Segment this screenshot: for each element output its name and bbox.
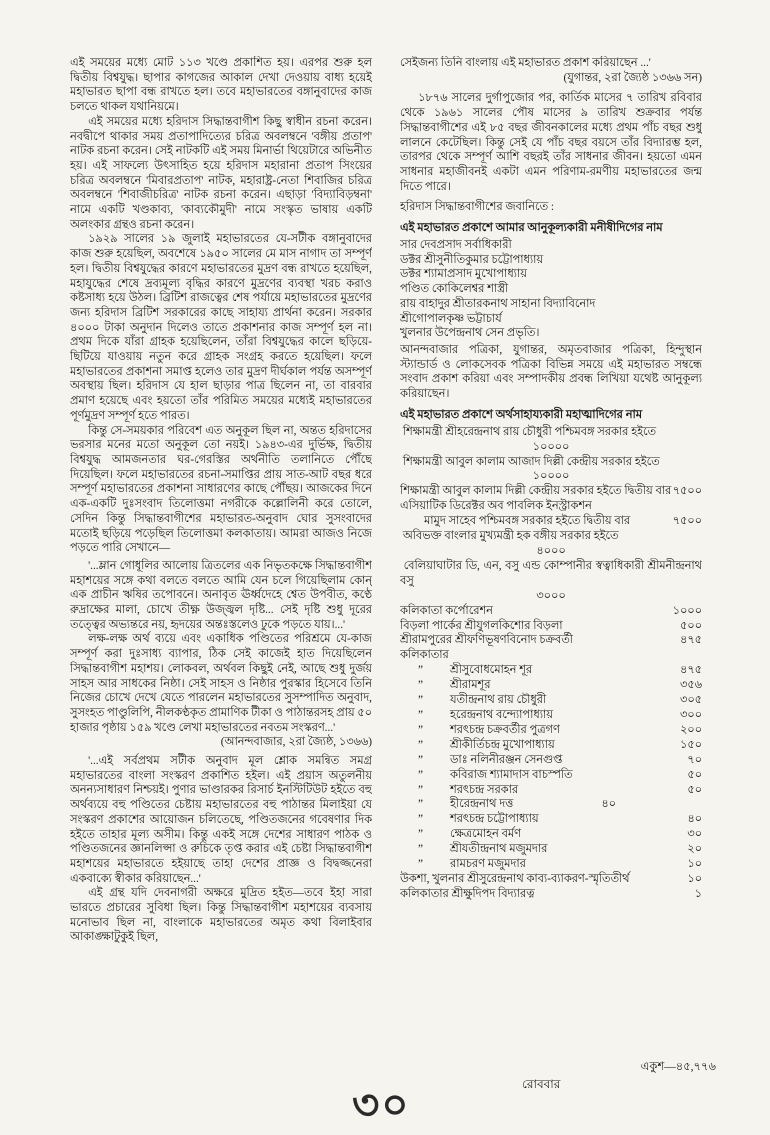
donor-amount: ১৫০ [679, 738, 702, 751]
donor-amount: ৪৭৫ [679, 664, 702, 677]
donor-amount: ২০০ [679, 723, 702, 736]
ditto-mark: ” [418, 768, 424, 781]
paragraph: '...এই সর্বপ্রথম সটীক অনুবাদ মূল শ্লোক সমন্বিত সমগ্র মহাভারতের বাংলা সংস্করণ প্রকাশিত হইল। এই প্রয়াস অতুলনীয় অনন্যসাধারণ নিশ্চয়ই। পুণার ভাণ্ডারকর রিসার্চ ইনস্টিটিউট হইতে বহু অর্থব্যয়ে বহু পণ্ডিতের চেষ্টায় মহাভারতের বহু পাঠান্তর মিলাইয়া যে সংস্করণ প্রকাশের আয়োজন চলিতেছে, পণ্ডিতজনের গবেষণার দিক হইতে তাহার মূল্য অসীম। কিন্তু একই সঙ্গে দেশের সাধারণ পাঠক ও পণ্ডিতজনের জ্ঞানলিপ্সা ও রুচিকে তৃপ্ত করার এই চেষ্টা সিদ্ধান্তবাগীশ মহাশয়ের মহাভারতে হইয়াছে তাহা দেশের প্রাজ্ঞ ও বিদ্বজ্জনেরা একবাক্যে স্বীকার করিয়াছেন...' [70, 755, 372, 885]
donor-amount: ৩০৫ [679, 694, 702, 707]
donor-amount: ১ [694, 887, 702, 900]
ditto-mark: ” [418, 708, 424, 721]
donor-name: শ্রীরামশূর [450, 679, 491, 692]
ditto-mark: ” [418, 694, 424, 707]
patron-name: ডক্টর শ্যামাপ্রসাদ মুখোপাধ্যায় [400, 268, 527, 281]
donor-name: উকশা, খুলনার শ্রীসুরেন্দ্রনাথ কাব্য-ব্যাকরণ-স্মৃতিতীর্থ [400, 872, 630, 885]
donor-name: কলিকাতা কর্পোরেশন [400, 604, 493, 617]
patron-name: পণ্ডিত কোকিলেশ্বর শাস্ত্রী [400, 283, 509, 296]
donor-amount: ১০০০ [672, 604, 702, 617]
donor-row [400, 619, 702, 634]
patron-name: সার দেবপ্রসাদ সর্বাধিকারী [400, 239, 512, 252]
donor-row [400, 499, 702, 514]
donor-row [400, 455, 702, 485]
ditto-mark: ” [418, 723, 424, 736]
paragraph: এই গ্রন্থ যদি দেবনাগরী অক্ষরে মুদ্রিত হইত—তবে ইহা সারা ভারতে প্রচারের সুবিধা ছিল। কিন্তু সিদ্ধান্তবাগীশ মহাশয়ের ব্যবসায় মনোভাব ছিল না, বাংলাকে মহাভারতের অমৃত কথা বিলাইবার আকাঙ্ক্ষাটুকুই ছিল, [70, 887, 372, 944]
ditto-mark: ” [418, 738, 424, 751]
paragraph: '...ম্লান গোধূলির আলোয় ত্রিতলের এক নিভৃতকক্ষে সিদ্ধান্তবাগীশ মহাশয়ের সঙ্গে কথা বলতে বলতে আমি যেন চলে গিয়েছিলাম কোন্‌ এক প্রাচীন ঋষির তপোবনে। অনাবৃত ঊর্ধ্বদেহে শ্বেত উপবীত, কণ্ঠে রুদ্রাক্ষের মালা, চোখে তীক্ষ্ণ উজ্জ্বল দৃষ্টি... সেই দৃষ্টি শুধু দূরের তত্ত্বের অভ্যন্তরে নয়, হৃদয়ের অন্তঃস্তলেও ঢুকে পড়তে যায়।...' [70, 559, 372, 631]
patron-name: রায় বাহাদুর শ্রীতারকনাথ সাহানা বিদ্যাবিনোদ [400, 297, 596, 310]
donor-name: শ্রীযতীন্দ্রনাথ মজুমদার [450, 843, 548, 856]
donor-row [400, 842, 702, 857]
donor-name: হীরেন্দ্রনাথ দত্ত [450, 798, 514, 811]
paragraph: এই সময়ের মধ্যে হরিদাস সিদ্ধান্তবাগীশ কিছু স্বাধীন রচনা করেন। নবদ্বীপে থাকার সময় প্রতাপাদিত্যের চরিত্র অবলম্বনে 'বঙ্গীয় প্রতাপ' নাটক রচনা করেন। সেই নাটকটি এই সময় মিনার্ভা থিয়েটারে অভিনীত হয়। এই সাফল্যে উৎসাহিত হয়ে হরিদাস মহারানা প্রতাপ সিংয়ের চরিত্র অবলম্বনে 'মিবারপ্রতাপ' নাটক, মহারাষ্ট্র-নেতা শিবাজির চরিত্র অবলম্বনে 'শিবাজীচরিত্র' নাটক রচনা করেন। এছাড়া 'বিদ্যাবিড়ম্বনা' নামে একটি খণ্ডকাব্য, 'কাব্যকৌমুদী' নামে সংস্কৃত ভাষায় একটি অলংকার গ্রন্থও রচনা করেন। [70, 115, 372, 231]
day-label: রোববার [522, 1077, 561, 1091]
donor-amount: ১০ [687, 872, 702, 885]
donor-name: শ্রীসুবোধমোহন শূর [450, 664, 533, 677]
donor-row [400, 693, 702, 708]
paragraph: সেইজন্য তিনি বাংলায় এই মহাভারত প্রকাশ করিয়াছেন ...' [400, 57, 651, 69]
donor-amount: ৩০ [687, 828, 702, 841]
patrons-section-title: এই মহাভারত প্রকাশে আমার আনুকূল্যকারী মনীষীদিগের নাম [400, 222, 663, 235]
donor-row [400, 648, 702, 663]
donor-amount: ৪০ [601, 798, 616, 811]
donor-name: শিক্ষামন্ত্রী শ্রীহরেন্দ্রনাথ রায় চৌধুরী পশ্চিমবঙ্গ সরকার হইতে [402, 425, 657, 438]
donor-name: বেলিয়াঘাটার ডি, এন, বসু এন্ড কোম্পানীর স্বত্বাধিকারী শ্রীমনীন্দ্রনাথ বসু [400, 559, 702, 587]
donor-row [400, 783, 702, 798]
donor-amount: ৪০ [687, 813, 702, 826]
donor-name: অবিভক্ত বাংলার মুখ্যমন্ত্রী হক বঙ্গীয় সরকার হইতে [402, 530, 619, 543]
ditto-mark: ” [418, 813, 424, 826]
paragraph: (যুগান্তর, ২রা জ্যৈষ্ঠ ১৩৬৬ সন) [563, 71, 702, 84]
paragraph: কিন্তু সে-সময়কার পরিবেশ এত অনুকূল ছিল না, অন্তত হরিদাসের ভরসার মনের মতো অনুকূল তো নয়ই। ১৯৪৩-এর দুর্ভিক্ষ, দ্বিতীয় বিশ্বযুদ্ধ আমজনতার ঘর-গেরস্তির অর্থনীতি তলানিতে পৌঁছে দিয়েছিল। ফলে মহাভারতের রচনা-সমাপ্তির প্রায় সাত-আট বছর ধরে সম্পূর্ণ মহাভারতের প্রকাশনা সাধারণের কাছে পৌঁছয়। আজকের দিনে এক-একটি দুঃসংবাদ তিলোত্তমা নগরীকে কল্লোলিনী করে তোলে, সেদিন কিন্তু সিদ্ধান্তবাগীশের মহাভারত-অনুবাদ ঘোর সুসংবাদের মতোই ছড়িয়ে পড়েছিল তিলোত্তমা কলকাতায়। আমরা আজও নিজে পড়তে পারি সেখানে— [70, 424, 372, 555]
donor-name: রামচরণ মজুমদার [450, 858, 526, 871]
paragraph: হরিদাস সিদ্ধান্তবাগীশের জবানিতে : [400, 201, 555, 214]
page-number: ৩০ [352, 1080, 411, 1129]
donor-name: শিক্ষামন্ত্রী আবুল কালাম দিল্লী কেন্দ্রীয় সরকার হইতে দ্বিতীয় বার [400, 485, 672, 498]
ditto-mark: ” [418, 664, 424, 677]
donor-amount: ৪৭৫ [679, 634, 702, 647]
donor-name: কবিরাজ শ্যামাদাস বাচস্পতি [450, 768, 573, 781]
donor-row [400, 872, 702, 887]
donor-name: ক্ষেত্রমোহন বর্মণ [450, 828, 522, 841]
donor-row [400, 753, 702, 768]
donor-amount: ১০ [687, 858, 702, 871]
donor-row [400, 425, 702, 455]
patron-name: খুলনার উপেন্দ্রনাথ সেন প্রভৃতি। [400, 327, 540, 340]
donor-row [400, 857, 702, 872]
ditto-mark: ” [418, 858, 424, 871]
paragraph: ১৯২৯ সালের ১৯ জুলাই মহাভারতের যে-সটীক বঙ্গানুবাদের কাজ শুরু হয়েছিল, অবশেষে ১৯৫০ সালের মে মাস নাগাদ তা সম্পূর্ণ হল। দ্বিতীয় বিশ্বযুদ্ধের কারণে মহাভারতের মুদ্রণ বন্ধ রাখতে হয়েছিল, মহাযুদ্ধের শেষে দ্রব্যমূল্য বৃদ্ধির কারণে মুদ্রণের ব্যবস্থা খরচ করাও কষ্টসাধ্য হয়ে উঠল। ব্রিটিশ রাজত্বের শেষ পর্যায়ে মহাভারতের মুদ্রণের জন্য হরিদাস ব্রিটিশ সরকারের কাছে সাহায্য প্রার্থনা করেন। সরকার ৪০০০ টাকা অনুদান দিলেও তাতে প্রকাশনার কাজ সম্পূর্ণ হল না। প্রথম দিকে যাঁরা গ্রাহক হয়েছিলেন, তাঁরা বিশ্বযুদ্ধের কালে ছড়িয়ে-ছিটিয়ে যাওয়ায় নতুন করে গ্রাহক সংগ্রহ করতে হয়েছিল। ফলে মহাভারতের প্রকাশনা সমাপ্ত হলেও তার মুদ্রণ দীর্ঘকাল পর্যন্ত অসম্পূর্ণ অবস্থায় ছিল। হরিদাস যে হাল ছাড়ার পাত্র ছিলেন না, তা বারবার প্রমাণ হয়েছে এবং হয়তো তাঁর পরিমিত সময়ের মধ্যেই মহাভারতের পূর্ণমুদ্রণ সম্পূর্ণ হতে পারত। [70, 233, 372, 422]
donor-name: হরেন্দ্রনাথ বন্দ্যোপাধ্যায় [450, 708, 553, 721]
donor-name: বিড়লা পার্কের শ্রীযুগলকিশোর বিড়লা [400, 619, 563, 632]
donor-amount: ৭০ [687, 753, 702, 766]
paragraph: ১৮৭৬ সালের দুর্গাপুজোর পর, কার্তিক মাসের ৭ তারিখ রবিবার থেকে ১৯৬১ সালের পৌষ মাসের ৯ তারিখ শুক্রবার পর্যন্ত সিদ্ধান্তবাগীশের এই ৮৫ বছর জীবনকালের মধ্যে প্রথম পাঁচ বছর শুধু লালনে কেটেছিল। কিন্তু সেই যে পাঁচ বছর বয়সে তাঁর বিদ্যারম্ভ হল, তারপর থেকে সম্পূর্ণ আশি বছরই তাঁর সাধনার জীবন। হয়তো এমন সাধনার মহাজীবনই একটা এমন পরিণাম-রমণীয় মহাভারতের জন্ম দিতে পারে। [400, 92, 702, 193]
donor-row [400, 768, 702, 783]
ditto-mark: ” [418, 679, 424, 692]
donor-name: ডাঃ নলিনীরঞ্জন সেনগুপ্ত [450, 753, 563, 766]
donor-row [400, 738, 702, 753]
patron-name-list [400, 238, 702, 341]
donor-row [400, 484, 702, 499]
donor-amount: ৭৫০০ [672, 515, 702, 528]
left-column [70, 56, 372, 945]
donor-name: শরৎচন্দ্র সরকার [450, 783, 519, 796]
donor-amount: ৩০০ [679, 708, 702, 721]
donor-name: শিক্ষামন্ত্রী আবুল কালাম আজাদ দিল্লী কেন্দ্রীয় সরকার হইতে [402, 455, 660, 468]
donor-amount: ৫০ [687, 768, 702, 781]
donor-row [400, 529, 702, 559]
donor-row [400, 663, 702, 678]
donor-amount: ৩৫৬ [679, 679, 702, 692]
donor-row [400, 887, 702, 902]
paragraph: (আনন্দবাজার, ২রা জ্যৈষ্ঠ, ১৩৬৬) [220, 736, 372, 749]
donor-amount: ৩০০০ [536, 589, 566, 602]
donor-amount: ৫০০ [679, 619, 702, 632]
ditto-mark: ” [418, 798, 424, 811]
patron-name: শ্রীগোপালকৃষ্ণ ভট্টাচার্য [400, 312, 502, 325]
right-column-paragraphs [400, 56, 702, 215]
donor-row [400, 559, 702, 604]
donor-name: মামুদ সাহেব পশ্চিমবঙ্গ সরকার হইতে দ্বিতীয় বার [424, 515, 631, 528]
right-column [400, 56, 702, 945]
issue-mark: একুশ—৪৫,৭৭৬ [640, 1061, 716, 1073]
text-columns [70, 56, 702, 945]
donor-name: শ্রীরামপুরের শ্রীফণিভূষণবিনোদ চক্রবর্তী [400, 634, 573, 647]
donor-row [400, 812, 702, 827]
donors-section-title: এই মহাভারত প্রকাশে অর্থসাহায্যকারী মহাত্মাদিগের নাম [400, 408, 643, 421]
donor-amount: ৫০ [687, 783, 702, 796]
donor-amount: ১০০০০ [532, 470, 570, 483]
donor-amount: ২০ [687, 843, 702, 856]
donor-row [400, 633, 702, 648]
donor-row [400, 723, 702, 738]
left-column-paragraphs [70, 56, 372, 945]
paragraph: এই সময়ের মধ্যে মোট ১১৩ খণ্ডে প্রকাশিত হয়। এরপর শুরু হল দ্বিতীয় বিশ্বযুদ্ধ। ছাপার কাগজের আকাল দেখা দেওয়ায় বাধ্য হয়েই মহাভারত ছাপা বন্ধ রাখতে হল। তবে মহাভারতের বঙ্গানুবাদের কাজ চলতে থাকল যথানিয়মে। [70, 57, 372, 114]
ditto-mark: ” [418, 753, 424, 766]
ditto-mark: ” [418, 828, 424, 841]
donor-name: শ্রীকীর্তিচন্দ্র মুখোপাধ্যায় [450, 738, 555, 751]
donor-name: কলিকাতার শ্রীক্ষুদিপদ বিদ্যারত্ন [400, 887, 535, 900]
donor-amount: ৭৫০০ [672, 485, 702, 498]
donor-row [400, 678, 702, 693]
donor-name: কলিকাতার [400, 649, 449, 662]
patron-name: ডক্টর শ্রীসুনীতিকুমার চট্টোপাধ্যায় [400, 253, 544, 266]
donor-amount: ১০০০০ [532, 440, 570, 453]
donor-row [400, 797, 702, 812]
ditto-mark: ” [418, 783, 424, 796]
donor-name: যতীন্দ্রনাথ রায় চৌধুরী [450, 694, 547, 707]
patrons-note: আনন্দবাজার পত্রিকা, যুগান্তর, অমৃতবাজার পত্রিকা, হিন্দুস্থান স্ট্যান্ডার্ড ও লোকসেবক পত্রিকা বিভিন্ন সময়ে এই মহাভারত সম্বন্ধে সংবাদ প্রকাশ করিয়া এবং সম্পাদকীয় প্রবন্ধ লিখিয়া যথেষ্ট আনুকূল্য করিয়াছেন। [400, 343, 702, 401]
donor-list [400, 425, 702, 902]
donor-row [400, 827, 702, 842]
donor-name: শরৎচন্দ্র চট্টোপাধ্যায় [450, 813, 539, 826]
ditto-mark: ” [418, 843, 424, 856]
donor-name: এসিয়াটিক ডিরেক্টর অব পাবলিক ইনস্ট্রাকশন [400, 500, 592, 513]
donor-amount: ৪০০০ [536, 545, 566, 558]
donor-row [400, 708, 702, 723]
donor-row [400, 604, 702, 619]
paragraph: লক্ষ-লক্ষ অর্থ ব্যয়ে এবং একাধিক পণ্ডিতের পরিশ্রমে যে-কাজ সম্পূর্ণ করা দুঃসাধ্য ব্যাপার, ঠিক সেই কাজেই হাত দিয়েছিলেন সিদ্ধান্তবাগীশ মহাশয়। লোকবল, অর্থবল কিছুই নেই, আছে শুধু দুর্জয় সাহস আর সাধকের নিষ্ঠা। সেই সাহস ও নিষ্ঠার পুরস্কার হিসেবে তিনি নিজের চোখে দেখে যেতে পারলেন মহাভারতের সুসম্পাদিত অনুবাদ, সুসংহত পাণ্ডুলিপি, নীলকণ্ঠকৃত প্রামাণিক টীকা ও পাঠান্তরসহ প্রায় ৫০ হাজার পৃষ্ঠায় ১৫৯ খণ্ডে লেখা মহাভারতের নবতম সংস্করণ...' [70, 633, 372, 734]
donor-row [400, 514, 702, 529]
donor-name: শরৎচন্দ্র চক্রবর্তীর পুত্রগণ [450, 723, 560, 736]
